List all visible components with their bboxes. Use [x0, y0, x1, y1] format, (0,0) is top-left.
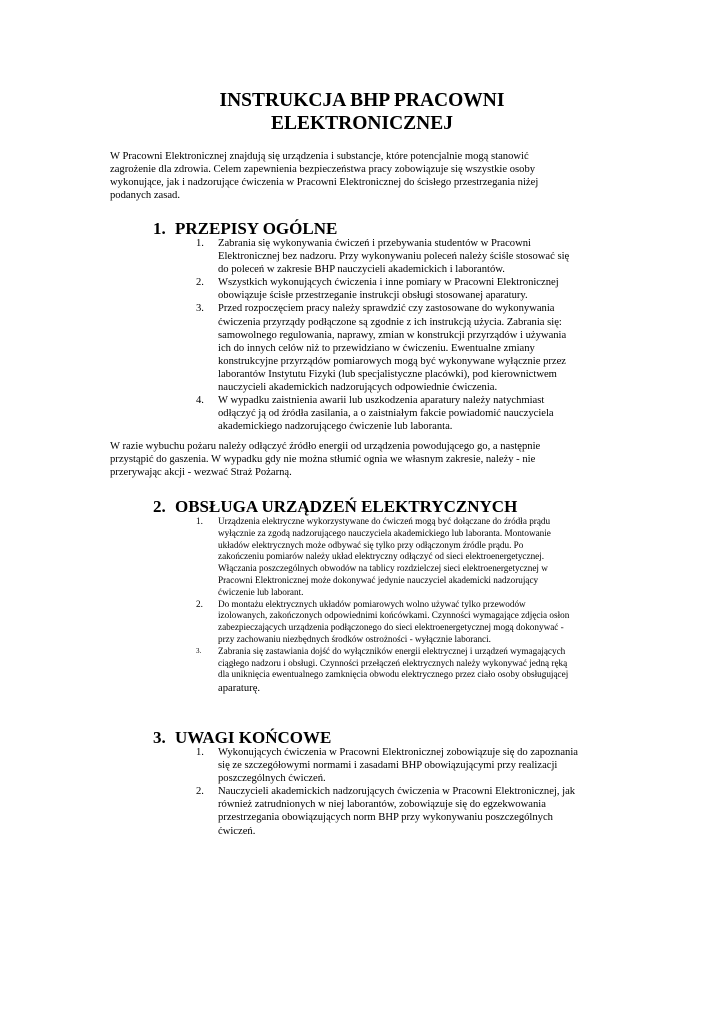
item-line: akademickiego nadzorującego ćwiczenie lub laboranta. [218, 421, 453, 433]
section-3-heading [153, 728, 331, 748]
item-line: Wszystkich wykonujących ćwiczenia i inne pomiary w Pracowni Elektronicznej [218, 277, 559, 289]
item-line: W wypadku zaistnienia awarii lub uszkodzenia aparatury należy natychmiast [218, 395, 545, 407]
section-2-heading [153, 497, 517, 517]
item-line: do poleceń w zakresie BHP nauczycieli akademickich i laborantów. [218, 264, 505, 276]
item-line: laborantów Instytutu Fizyki (lub specjalistyczne placówki), pod kierownictwem [218, 368, 557, 380]
list-marker: 1. [196, 516, 203, 526]
item-line: samowolnego regulowania, naprawy, zmian w konstrukcji przyrządów i używania [218, 329, 567, 341]
list-marker: 2. [196, 786, 204, 798]
item-line: ciągłego nadzoru i obsługi. Czynności przełączeń elektrycznych należy wykonywać jedną ręką [218, 657, 568, 668]
intro-line: wykonujące, jak i nadzorujące ćwiczenia w Pracowni Elektronicznej do ścisłego przestrzegania niżej [110, 177, 539, 189]
item-line: Zabrania się wykonywania ćwiczeń i przebywania studentów w Pracowni [218, 238, 531, 249]
section-3-list [196, 746, 596, 838]
fire-note-line: przystąpić do gaszenia. W wypadku gdy nie można stłumić ognia we własnym zakresie, należy - nie [110, 454, 536, 466]
list-marker: 3. [196, 646, 202, 655]
item-line: się ze szczegółowymi normami i zasadami BHP obowiązującymi przy realizacji [218, 760, 558, 772]
item-line: poszczególnych ćwiczeń. [218, 773, 326, 785]
item-line: Urządzenia elektryczne wykorzystywane do ćwiczeń mogą być dołączane do źródła prądu [218, 516, 551, 526]
section-number: 3. [153, 728, 166, 747]
item-line: obowiązuje ścisłe przestrzeganie instrukcji obsługi stosowanej aparatury. [218, 290, 528, 302]
list-item [196, 276, 596, 302]
item-line: układów elektrycznych może odbywać się tylko przy odłączonym źródle prądu. Po [218, 539, 524, 550]
intro-line: podanych zasad. [110, 190, 181, 202]
list-item [196, 394, 596, 433]
item-line: Nauczycieli akademickich nadzorujących ćwiczenia w Pracowni Elektronicznej, jak [218, 786, 576, 798]
item-line: ćwiczenia przyrządy podłączone są zgodnie z ich instrukcją użycia. Zabrania się: [218, 316, 562, 328]
item-line: Do montażu elektrycznych układów pomiarowych wolno używać tylko przewodów [218, 598, 526, 609]
document-title [110, 89, 614, 135]
section-number: 2. [153, 497, 166, 516]
item-line: izolowanych, zakończonych odpowiednimi końcówkami. Czynności wymagające zdjęcia osłon [218, 610, 570, 621]
list-item [196, 599, 616, 646]
item-line: konstrukcyjne przyrządów pomiarowych mogą być wykonywane wyłącznie przez [218, 355, 566, 367]
list-marker: 2. [196, 277, 204, 289]
list-item [196, 646, 616, 695]
section-1-heading [153, 219, 337, 239]
item-line: przy zachowaniu niezbędnych środków ostrożności - wyłącznie laboranci. [218, 633, 491, 644]
item-line: Zabrania się zastawiania dojść do wyłączników energii elektrycznej i urządzeń wymagających [218, 645, 566, 656]
fire-note-line: W razie wybuchu pożaru należy odłączyć źródło energii od urządzenia powodującego go, a następnie [110, 441, 541, 452]
section-title: UWAGI KOŃCOWE [175, 728, 332, 747]
list-marker: 1. [196, 747, 204, 758]
list-item [196, 785, 596, 837]
fire-note-paragraph [110, 440, 580, 479]
section-number: 1. [153, 219, 166, 238]
item-line: aparaturę. [218, 683, 261, 695]
item-line: wyłącznie za zgodą nadzorującego nauczyciela akademickiego lub laboranta. Montowanie [218, 527, 551, 538]
list-item [196, 746, 596, 785]
list-item [196, 237, 596, 276]
list-marker: 1. [196, 238, 204, 249]
item-line: również zatrudnionych w niej laborantów, zobowiązuje się do egzekwowania [218, 799, 546, 811]
list-item [196, 516, 616, 599]
item-line: Wykonujących ćwiczenia w Pracowni Elektronicznej zobowiązuje się do zapoznania [218, 747, 578, 758]
list-marker: 3. [196, 303, 204, 315]
item-line: Pracowni Elektronicznej może dokonywać jedynie nauczyciel akademicki nadzorujący [218, 574, 539, 585]
item-line: ich do innych celów niż to przewidziano w ćwiczeniu. Ewentualne zmiany [218, 342, 535, 354]
item-line: zakończeniu pomiarów należy układ elektryczny odłączyć od sieci elektroenergetycznej. [218, 551, 545, 562]
fire-note-line: przerywając akcji - wezwać Straż Pożarną. [110, 467, 292, 479]
list-item [196, 302, 596, 394]
section-title: OBSŁUGA URZĄDZEŃ ELEKTRYCZNYCH [175, 497, 518, 516]
item-line: dla uniknięcia ewentualnego zamknięcia obwodu elektrycznego przez ciało osoby obsługującej [218, 669, 569, 680]
list-marker: 2. [196, 598, 203, 609]
title-line-2: ELEKTRONICZNEJ [270, 113, 454, 134]
item-line: zabezpieczających urządzenia podłączonego do sieci elektroenergetycznej mogą dokonywać - [218, 622, 564, 633]
intro-line: W Pracowni Elektronicznej znajdują się urządzenia i substancje, które potencjalnie mogą stanowić [110, 151, 529, 162]
item-line: ćwiczenie lub laborant. [218, 586, 304, 597]
item-line: Przed rozpoczęciem pracy należy sprawdzić czy zastosowane do wykonywania [218, 303, 555, 315]
item-line: przestrzegania obowiązujących norm BHP przy wykonywaniu poszczególnych [218, 812, 553, 824]
item-line: Włączania poszczególnych obwodów na tablicy rozdzielczej sieci elektroenergetycznej w [218, 563, 548, 574]
section-2-list [196, 516, 616, 695]
item-line: odłączyć ją od źródła zasilania, a o zaistniałym fakcie powiadomić nauczyciela [218, 408, 554, 420]
item-line: Elektronicznej bez nadzoru. Przy wykonywaniu poleceń należy ściśle stosować się [218, 251, 570, 263]
item-line: nauczycieli akademickich nadzorujących odpowiednie ćwiczenia. [218, 382, 498, 394]
intro-line: zagrożenie dla zdrowia. Celem zapewnienia bezpieczeństwa pracy zobowiązuje się wszystkie osoby [110, 164, 536, 176]
title-line-1: INSTRUKCJA BHP PRACOWNI [219, 90, 505, 111]
list-marker: 4. [196, 395, 204, 407]
intro-paragraph [110, 150, 580, 202]
section-1-list [196, 237, 596, 433]
item-line: ćwiczeń. [218, 825, 256, 837]
section-title: PRZEPISY OGÓLNE [175, 219, 338, 238]
